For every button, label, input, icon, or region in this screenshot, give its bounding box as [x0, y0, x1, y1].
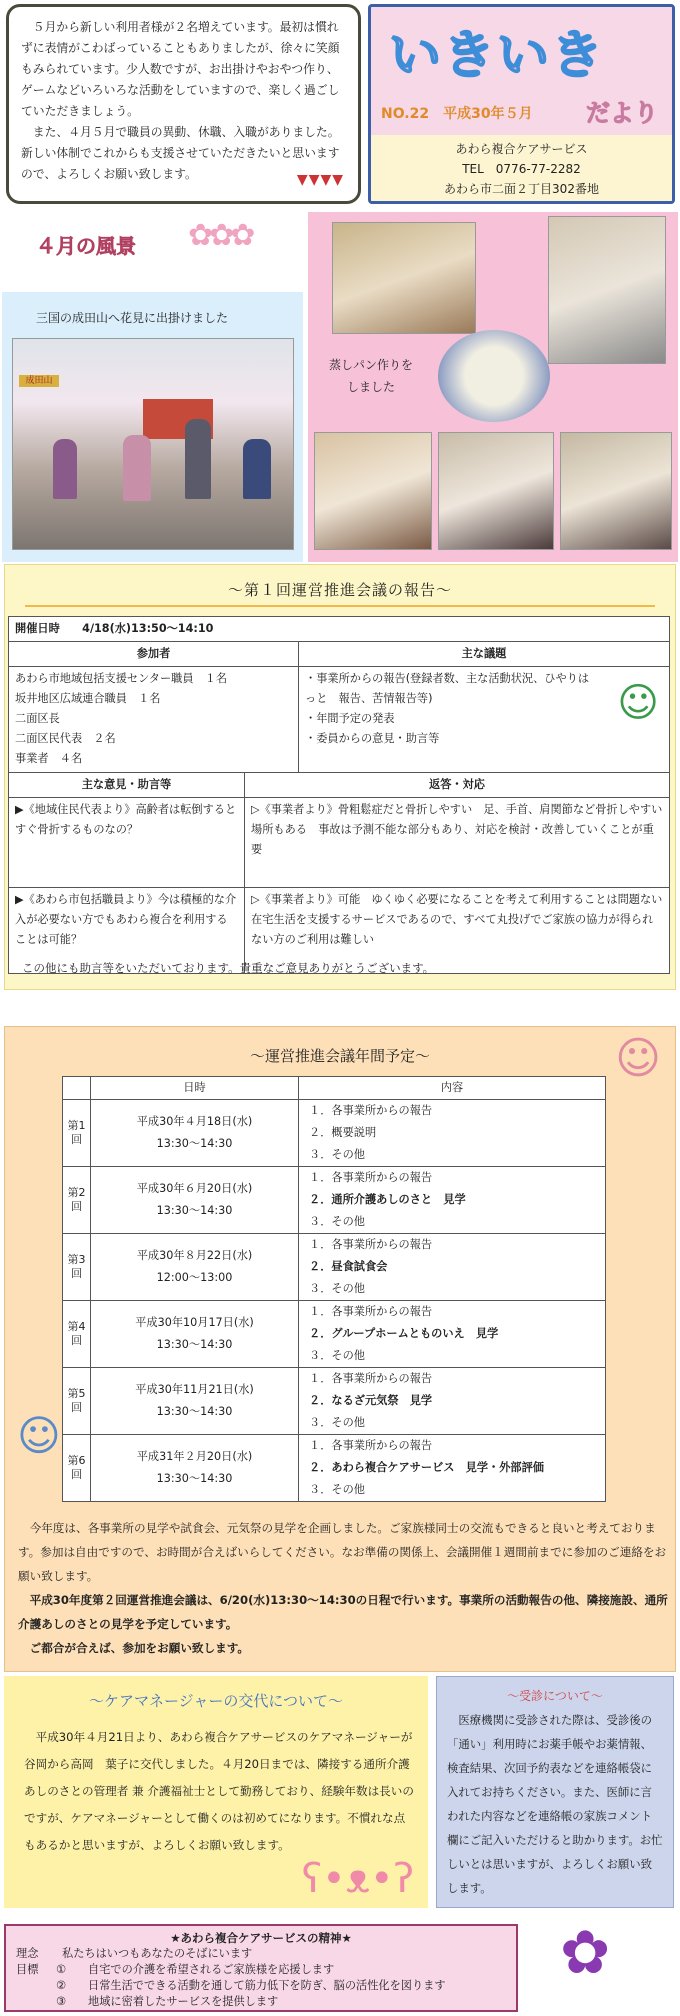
meeting-date: 平成30年10月17日(水) — [135, 1316, 254, 1329]
bun-photo-3 — [314, 432, 432, 550]
attendee: 坂井地区広域連合職員 １名 — [15, 692, 161, 705]
schedule-row — [63, 1234, 606, 1301]
schedule-date-header: 日時 — [91, 1077, 299, 1100]
caremanager-section — [4, 1676, 428, 1908]
schedule-note-1: 今年度は、各事業所の見学や試食会、元気祭の見学を企画しました。ご家族様同士の交流もできると良いと考えております。参加は自由ですので、お時間が合えばいらしてください。なお準備の関係上、会議開催１週間前までに参加のご連絡をお願い致します。 — [18, 1521, 667, 1583]
hospital-visit-heading: 〜受診について〜 — [507, 1689, 603, 1703]
agenda-item: ２．通所介護あしのさと 見学 — [309, 1193, 466, 1206]
goal-text: 自宅での介護を希望されるご家族様を応援します — [88, 1963, 335, 1976]
schedule-row — [63, 1100, 606, 1167]
schedule-heading: 〜運営推進会議年間予定〜 — [249, 1047, 430, 1065]
spring-heading: ４月の風景 — [36, 234, 136, 258]
philosophy-box — [4, 1924, 518, 2012]
goals-label: 目標 — [16, 1963, 39, 1976]
agenda-item: ３．その他 — [309, 1282, 365, 1295]
meeting-date-label: 開催日時 — [15, 622, 60, 635]
rinen-text: 私たちはいつもあなたのそばにいます — [62, 1947, 253, 1960]
agenda-item: ２．グループホームとものいえ 見学 — [309, 1327, 499, 1340]
meeting-date: 平成30年４月18日(水) — [136, 1115, 253, 1128]
bear-illustration-icon: ʕ•ᴥ•ʔ — [301, 1856, 414, 1902]
agenda-item: １．各事業所からの報告 — [309, 1305, 433, 1318]
agenda-item: １．各事業所からの報告 — [309, 1372, 433, 1385]
goal-number: ① — [56, 1963, 67, 1976]
meeting-number: 第6回 — [63, 1435, 91, 1502]
attendee: 二面区長 — [15, 712, 60, 725]
goal-text: 日常生活でできる活動を通して筋力低下を防ぎ、脳の活性化を図ります — [88, 1979, 446, 1992]
schedule-notes — [18, 1516, 668, 1660]
cherry-blossom-icon: ✿✿✿ — [188, 218, 252, 253]
opinion-2: ▶《あわら市包括職員より》今は積極的な介入が必要ない方でもあわら複合を利用することは可能？ — [9, 888, 245, 974]
meeting-number: 第1回 — [63, 1100, 91, 1167]
issue-number: NO.22 平成30年５月 — [381, 106, 533, 122]
meeting-table — [8, 616, 670, 793]
agenda-item: ３．その他 — [309, 1215, 365, 1228]
topic: ・年間予定の発表 — [305, 712, 395, 725]
agenda-item: ２．昼食試食会 — [309, 1260, 388, 1273]
answer-2: ▷《事業者より》可能 ゆくゆく必要になることを考えて利用することは問題ない 在宅生活を支援するサービスであるので、すべて丸投げでご家族の協力が得られない方のご利用は難しい — [245, 888, 670, 974]
opinion-1: ▶《地域住民代表より》高齢者は転倒するとすぐ骨折するものなの？ — [9, 798, 245, 888]
agenda-item: ２．あわら複合ケアサービス 見学・外部評価 — [309, 1461, 544, 1474]
meeting-heading: 〜第１回運営推進会議の報告〜 — [227, 581, 452, 599]
schedule-note-3: ご都合が合えば、参加をお願い致します。 — [29, 1641, 249, 1655]
meeting-time: 13:30〜14:30 — [156, 1137, 233, 1150]
schedule-content-header: 内容 — [299, 1077, 606, 1100]
hospital-visit-section — [436, 1676, 674, 1908]
person-figure — [123, 435, 151, 501]
meeting-time: 13:30〜14:30 — [156, 1338, 233, 1351]
family-illustration-icon: ☺ — [17, 1411, 61, 1460]
meeting-time: 13:30〜14:30 — [156, 1405, 233, 1418]
agenda-item: ３．その他 — [309, 1148, 365, 1161]
schedule-row — [63, 1301, 606, 1368]
org-tel: TEL 0776-77-2282 — [462, 162, 581, 176]
topic: ・事業所からの報告(登録者数、主な活動状況、ひやりはっと 報告、苦情報告等) — [305, 672, 590, 705]
meeting-time: 13:30〜14:30 — [156, 1204, 233, 1217]
bun-photo-1 — [332, 222, 476, 334]
opinions-table — [8, 772, 674, 974]
bun-photo-5 — [560, 432, 672, 550]
bun-photo-2 — [548, 216, 666, 364]
person-figure — [243, 439, 271, 499]
person-figure — [185, 419, 211, 499]
attendee: 事業者 ４名 — [15, 752, 83, 765]
schedule-note-2: 平成30年度第２回運営推進会議は、6/20(水)13:30〜14:30の日程で行います。事業所の活動報告の他、隣接施設、通所介護あしのさとの見学を予定しています。 — [18, 1593, 668, 1631]
org-address: あわら市二面２丁目302番地 — [444, 182, 599, 196]
goal-number: ② — [56, 1979, 67, 1992]
meeting-date: 平成30年８月22日(水) — [136, 1249, 253, 1262]
meeting-date: 平成30年６月20日(水) — [136, 1182, 253, 1195]
agenda-item: ３．その他 — [309, 1416, 365, 1429]
newsletter-subtitle: だより — [586, 99, 658, 127]
agenda-item: ２．概要説明 — [309, 1126, 377, 1139]
meeting-date: 平成30年11月21日(水) — [135, 1383, 254, 1396]
schedule-row — [63, 1368, 606, 1435]
schedule-row — [63, 1167, 606, 1234]
intro-box — [6, 4, 361, 204]
hanami-photo — [12, 338, 294, 550]
agenda-item: １．各事業所からの報告 — [309, 1171, 433, 1184]
answer-1: ▷《事業者より》骨粗鬆症だと骨折しやすい 足、手首、肩関節など骨折しやすい場所もある 事故は予測不能な部分もあり、対応を検討・改善していくことが重要 — [245, 798, 670, 888]
meeting-time: 13:30〜14:30 — [156, 1472, 233, 1485]
meeting-footer: この他にも助言等をいただいております。貴重なご意見ありがとうございます。 — [22, 961, 435, 975]
meeting-number: 第3回 — [63, 1234, 91, 1301]
newsletter-title-box — [368, 4, 675, 204]
agenda-item: １．各事業所からの報告 — [309, 1238, 433, 1251]
attendee: 二面区民代表 ２名 — [15, 732, 116, 745]
bun-photo-4 — [438, 432, 554, 550]
agenda-item: ２．なるざ元気祭 見学 — [309, 1394, 433, 1407]
agenda-item: １．各事業所からの報告 — [309, 1439, 433, 1452]
spring-caption: 三国の成田山へ花見に出掛けました — [36, 311, 229, 325]
meeting-number: 第2回 — [63, 1167, 91, 1234]
meeting-date-value: 4/18(水)13:50〜14:10 — [82, 622, 214, 635]
topics-header: 主な議題 — [299, 642, 670, 667]
agenda-item: ３．その他 — [309, 1349, 365, 1362]
caremanager-text: 平成30年４月21日より、あわら複合ケアサービスのケアマネージャーが谷岡から高岡 葉子に交代しました。４月20日までは、隣接する通所介護あしのさとの管理者 兼 介護福祉士として勤務しており、経験年数は長いのですが、ケアマネージャーとして働くのは初めてになります。不慣れな点もあるかと思いますが、よろしくお願い致します。 — [24, 1730, 414, 1852]
rinen-label: 理念 — [16, 1947, 39, 1960]
schedule-table — [62, 1076, 606, 1502]
children-illustration-icon: ☺ — [617, 680, 659, 726]
philosophy-heading: ★あわら複合ケアサービスの精神★ — [170, 1931, 352, 1945]
meeting-number: 第4回 — [63, 1301, 91, 1368]
bunting-icon: ▼▼▼▼ — [296, 172, 344, 188]
pansy-flower-icon: ✿ — [560, 1918, 611, 1988]
goal-number: ③ — [56, 1995, 67, 2008]
answers-header: 返答・対応 — [245, 773, 670, 798]
topic: ・委員からの意見・助言等 — [305, 732, 440, 745]
agenda-item: １．各事業所からの報告 — [309, 1104, 433, 1117]
meeting-time: 12:00〜13:00 — [156, 1271, 233, 1284]
temple-sign: 成田山 — [19, 375, 59, 387]
opinions-header: 主な意見・助言等 — [9, 773, 245, 798]
caremanager-heading: 〜ケアマネージャーの交代について〜 — [88, 1692, 344, 1710]
schedule-row — [63, 1435, 606, 1502]
org-name: あわら複合ケアサービス — [455, 142, 588, 156]
newsletter-title: いきいき — [389, 26, 606, 86]
attendee: あわら市地域包括支援センター職員 １名 — [15, 672, 228, 685]
woman-illustration-icon: ☺ — [615, 1033, 661, 1084]
attendees-header: 参加者 — [9, 642, 299, 667]
intro-paragraph-1: ５月から新しい利用者様が２名増えています。最初は慣れずに表情がこわばっていることもありましたが、徐々に笑顔もみられています。少人数ですが、お出掛けやおやつ作り、ゲームなどいろいろな活動をしていますので、楽しく過ごしていただきましょう。 — [21, 20, 340, 118]
bun-plate-photo — [438, 330, 550, 422]
meeting-date: 平成31年２月20日(水) — [136, 1450, 253, 1463]
bun-caption: 蒸しパン作りをしました — [328, 358, 413, 394]
goal-text: 地域に密着したサービスを提供します — [88, 1995, 279, 2008]
meeting-number: 第5回 — [63, 1368, 91, 1435]
intro-paragraph-2: また、４月５月で職員の異動、休職、入職がありました。新しい体制でこれからも支援させていただきたいと思いますので、よろしくお願い致します。 — [21, 125, 340, 181]
person-figure — [53, 439, 77, 499]
hospital-visit-text: 医療機関に受診された際は、受診後の「通い」利用時にお薬手帳やお薬情報、検査結果、次回予約表などを連絡帳袋に入れてお持ちください。また、医師に言われた内容などを連絡帳の家族コメント欄にご記入いただけると助かります。お忙しいとは思いますが、よろしくお願い致します。 — [447, 1713, 663, 1895]
agenda-item: ３．その他 — [309, 1483, 365, 1496]
